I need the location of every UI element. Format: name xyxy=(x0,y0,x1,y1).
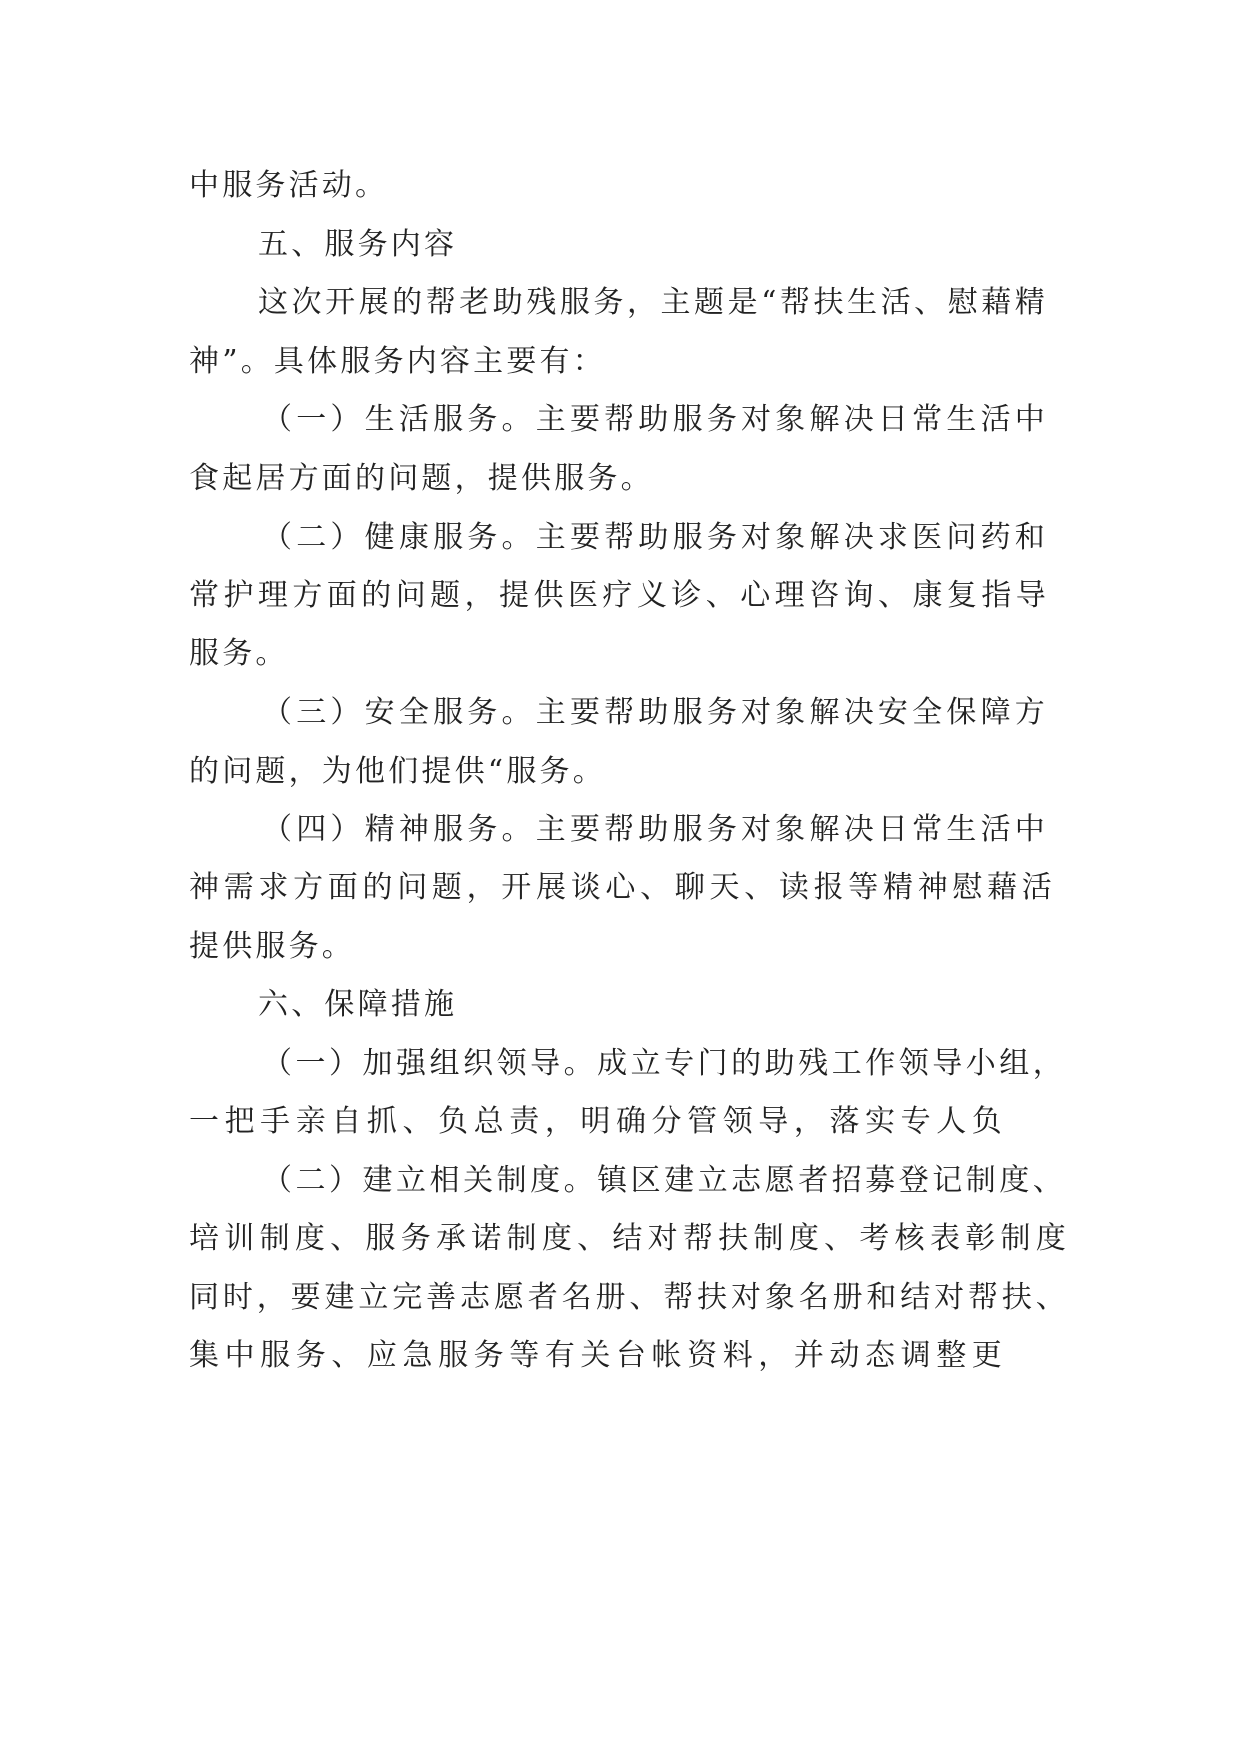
paragraph-line: 中服务活动。 xyxy=(189,168,389,203)
paragraph-line: 提供服务。 xyxy=(189,929,355,964)
paragraph-line: 神”。具体服务内容主要有： xyxy=(189,344,606,379)
paragraph-line: 集中服务、应急服务等有关台帐资料，并动态调整更 xyxy=(189,1338,1005,1373)
paragraph-line: 食起居方面的问题，提供服务。 xyxy=(189,461,654,496)
paragraph-line: （三）安全服务。主要帮助服务对象解决安全保障方 xyxy=(262,695,1048,730)
paragraph-line: （一）加强组织领导。成立专门的助残工作领导小组， xyxy=(262,1046,1066,1081)
paragraph-line: （四）精神服务。主要帮助服务对象解决日常生活中 xyxy=(262,812,1048,847)
paragraph-line: 同时，要建立完善志愿者名册、帮扶对象名册和结对帮扶、 xyxy=(189,1280,1069,1315)
section-heading-service-content: 五、服务内容 xyxy=(258,227,458,262)
paragraph-line: （一）生活服务。主要帮助服务对象解决日常生活中 xyxy=(262,402,1048,437)
paragraph-line: （二）建立相关制度。镇区建立志愿者招募登记制度、 xyxy=(262,1163,1066,1198)
paragraph-line: 这次开展的帮老助残服务，主题是“帮扶生活、慰藉精 xyxy=(258,285,1048,320)
paragraph-line: 培训制度、服务承诺制度、结对帮扶制度、考核表彰制度 xyxy=(189,1221,1069,1256)
paragraph-line: 一把手亲自抓、负总责，明确分管领导，落实专人负 xyxy=(189,1104,1005,1139)
paragraph-line: 神需求方面的问题，开展谈心、聊天、读报等精神慰藉活 xyxy=(189,870,1055,905)
paragraph-line: 服务。 xyxy=(189,636,289,671)
paragraph-line: （二）健康服务。主要帮助服务对象解决求医问药和 xyxy=(262,520,1048,555)
paragraph-line: 的问题，为他们提供“服务。 xyxy=(189,754,606,789)
section-heading-safeguards: 六、保障措施 xyxy=(258,987,458,1022)
paragraph-line: 常护理方面的问题，提供医疗义诊、心理咨询、康复指导 xyxy=(189,578,1049,613)
